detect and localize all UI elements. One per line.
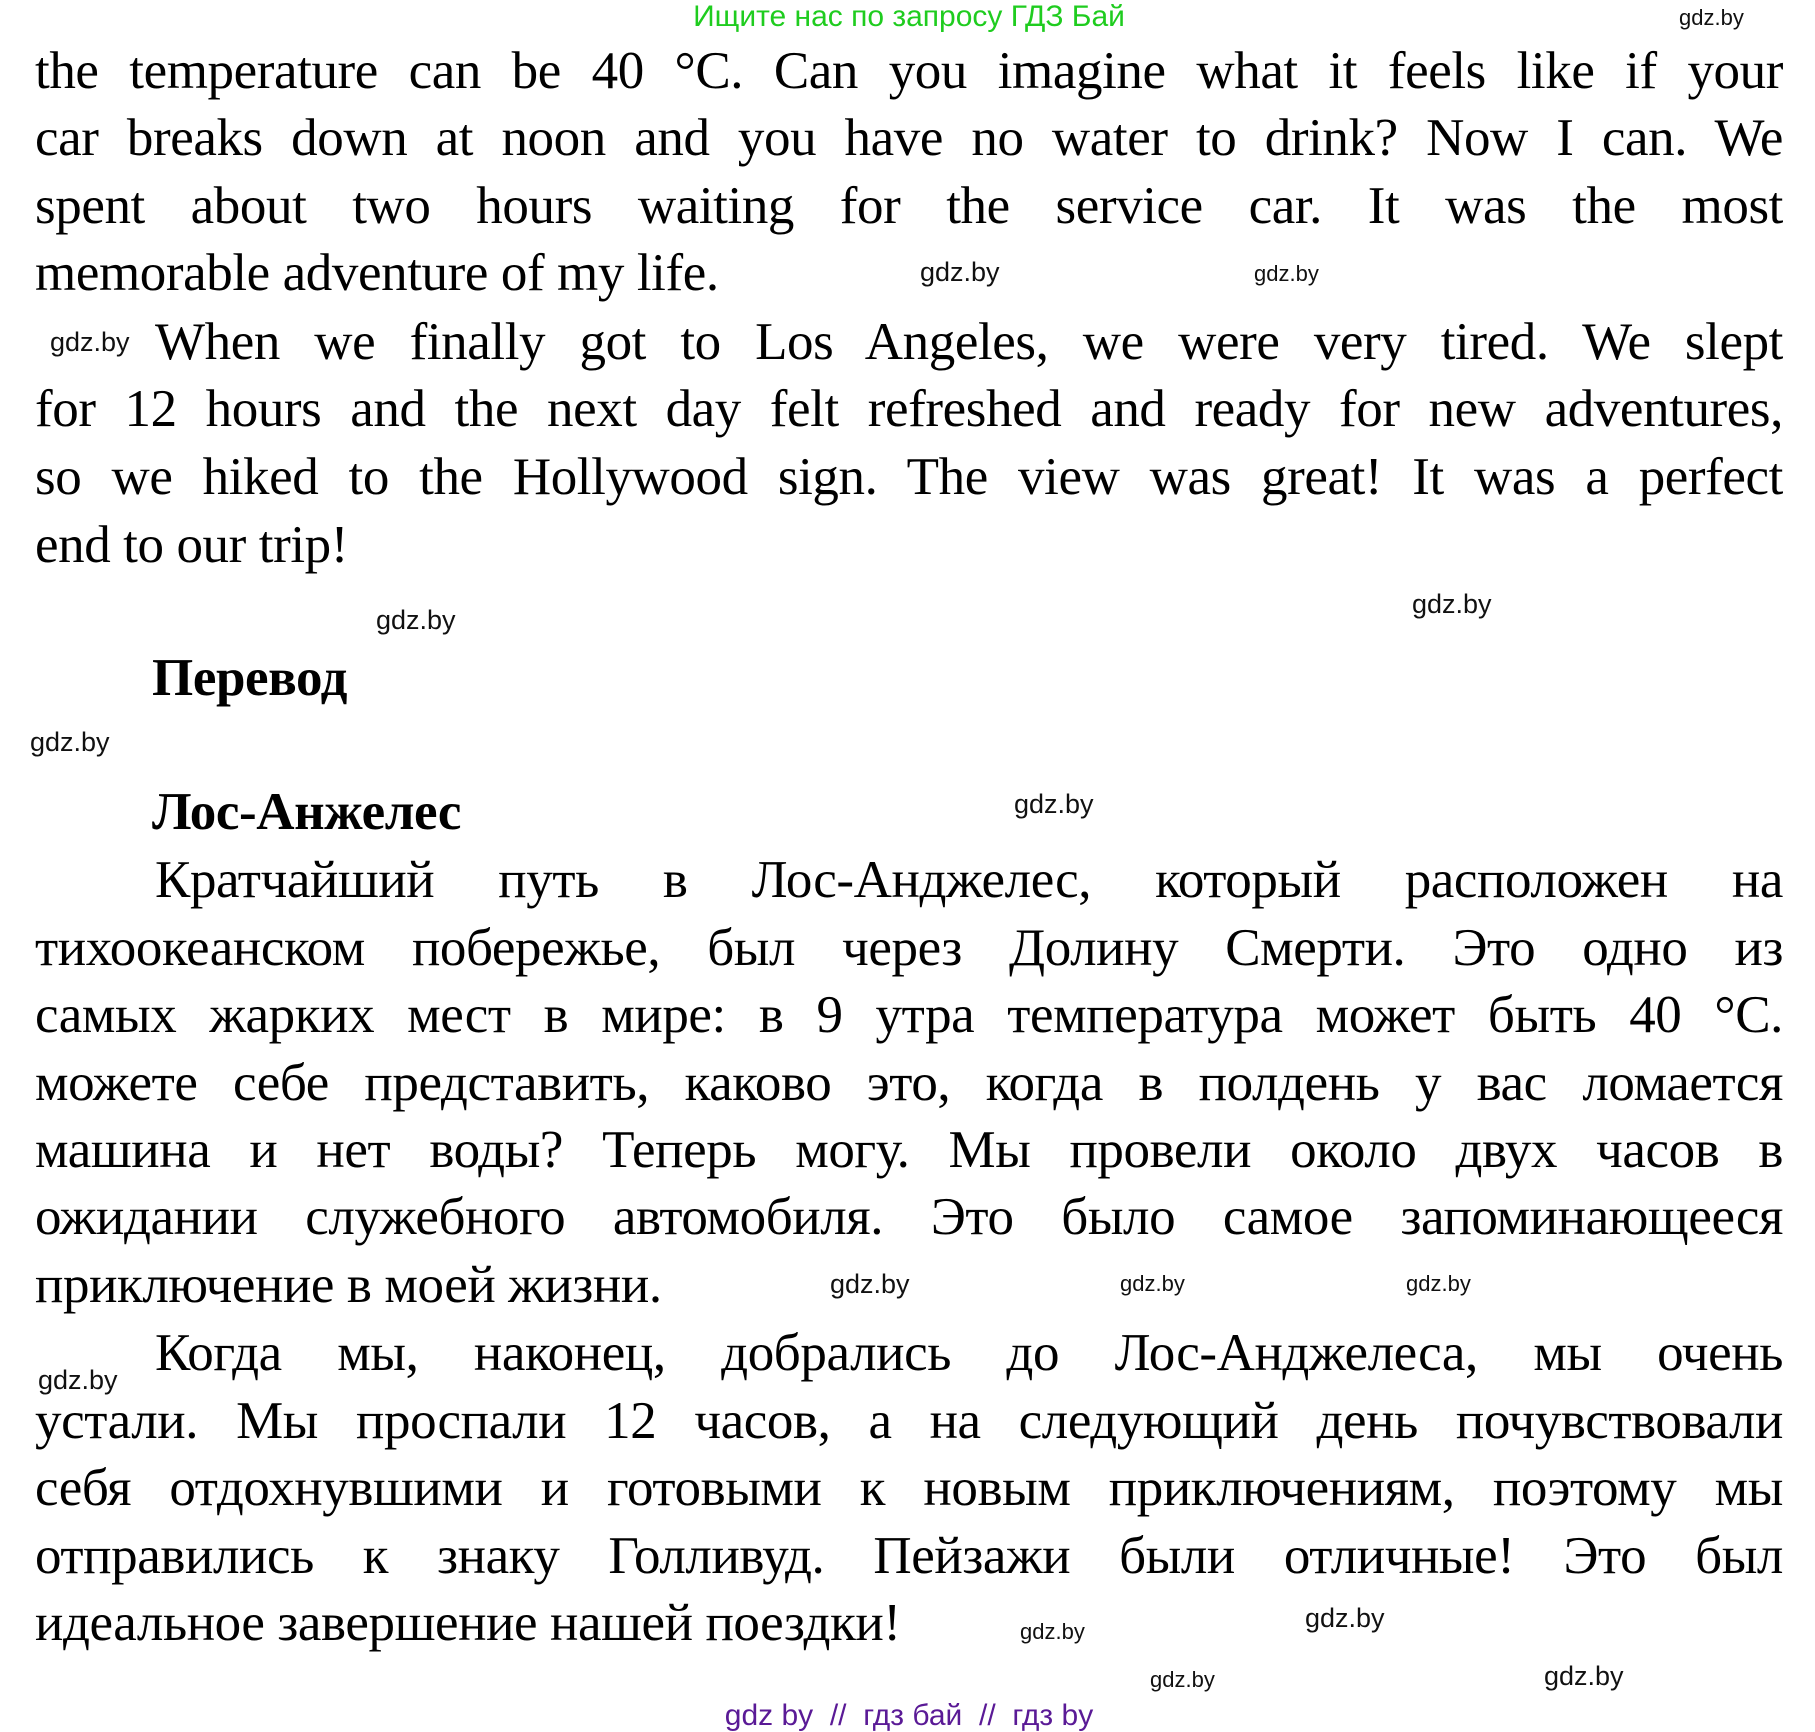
text-line: можете себе представить, каково это, когда в полдень у вас ломается (35, 1054, 1783, 1112)
search-banner: Ищите нас по запросу ГДЗ Бай (693, 0, 1125, 33)
watermark: gdz.by (30, 727, 110, 757)
text-line: memorable adventure of my life. (35, 244, 719, 302)
watermark: gdz.by (50, 327, 130, 357)
watermark: gdz.by (1679, 5, 1744, 30)
text-line: машина и нет воды? Теперь могу. Мы провели около двух часов в (35, 1121, 1783, 1179)
watermark: gdz.by (1014, 789, 1094, 819)
text-line: самых жарких мест в мире: в 9 утра температура может быть 40 °С. (35, 986, 1783, 1044)
watermark: gdz.by (1544, 1661, 1624, 1691)
watermark: gdz.by (1254, 261, 1319, 286)
translation-title: Лос-Анжелес (152, 783, 461, 841)
watermark: gdz.by (920, 257, 1000, 287)
watermark: gdz.by (830, 1269, 910, 1299)
text-line: идеальное завершение нашей поездки! (35, 1594, 901, 1652)
watermark: gdz.by (1150, 1667, 1215, 1692)
text-line: spent about two hours waiting for the service car. It was the most (35, 177, 1783, 235)
text-line: тихоокеанском побережье, был через Долину Смерти. Это одно из (35, 919, 1783, 977)
text-line: the temperature can be 40 °C. Can you imagine what it feels like if your (35, 42, 1783, 100)
text-line: for 12 hours and the next day felt refreshed and ready for new adventures, (35, 380, 1783, 438)
text-line: приключение в моей жизни. (35, 1256, 662, 1314)
text-line: ожидании служебного автомобиля. Это было самое запоминающееся (35, 1188, 1783, 1246)
text-line: Когда мы, наконец, добрались до Лос-Анджелеса, мы очень (155, 1324, 1783, 1382)
text-line: устали. Мы проспали 12 часов, а на следующий день почувствовали (35, 1392, 1783, 1450)
text-line: When we finally got to Los Angeles, we were very tired. We slept (155, 313, 1783, 371)
footer-links: gdz by // гдз бай // гдз by (724, 1699, 1094, 1732)
text-line: отправились к знаку Голливуд. Пейзажи были отличные! Это был (35, 1527, 1783, 1585)
watermark: gdz.by (1406, 1271, 1471, 1296)
watermark: gdz.by (376, 605, 456, 635)
text-line: себя отдохнувшими и готовыми к новым приключениям, поэтому мы (35, 1459, 1783, 1517)
text-line: end to our trip! (35, 516, 348, 574)
translation-heading: Перевод (152, 649, 347, 707)
text-line: Кратчайший путь в Лос-Анджелес, который расположен на (155, 851, 1783, 909)
watermark: gdz.by (1305, 1603, 1385, 1633)
watermark: gdz.by (1020, 1619, 1085, 1644)
watermark: gdz.by (1120, 1271, 1185, 1296)
text-line: so we hiked to the Hollywood sign. The view was great! It was a perfect (35, 448, 1783, 506)
watermark: gdz.by (1412, 589, 1492, 619)
watermark: gdz.by (38, 1365, 118, 1395)
text-line: car breaks down at noon and you have no water to drink? Now I can. We (35, 109, 1783, 167)
